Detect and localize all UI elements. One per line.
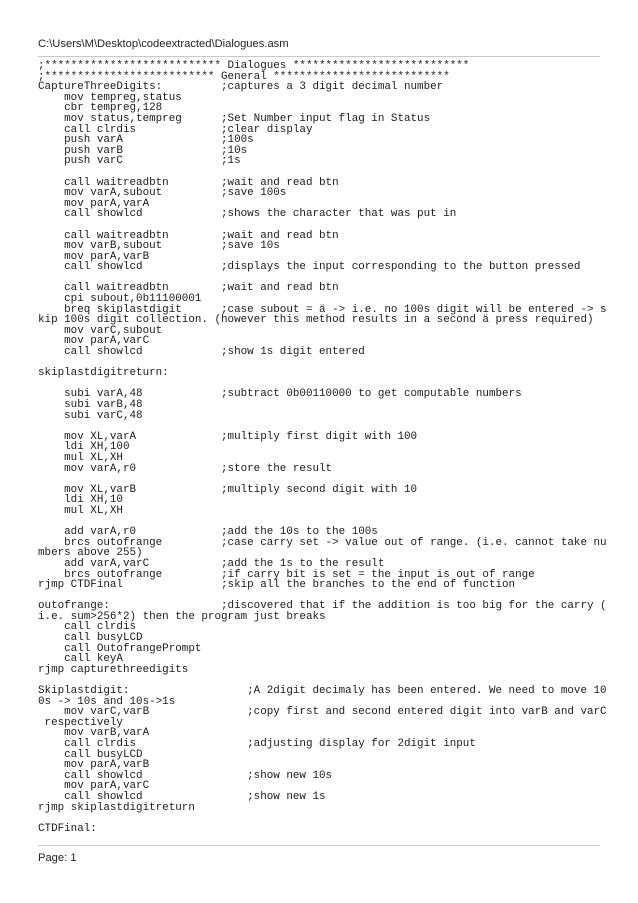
- footer-divider: [38, 845, 600, 846]
- code-line: brcs outofrange ;case carry set -> value out of range. (i.e. cannot take nu: [38, 536, 607, 549]
- code-line: brcs outofrange ;if carry bit is set = the input is out of range: [38, 568, 535, 581]
- code-line: rjmp capturethreedigits: [38, 663, 189, 676]
- code-line: mov XL,varA ;multiply first digit with 100: [38, 430, 418, 443]
- code-line: outofrange: ;discovered that if the addition is too big for the carry (: [38, 600, 607, 613]
- code-line: call waitreadbtn ;wait and read btn: [38, 229, 339, 242]
- code-line: mov varC,varB ;copy first and second entered digit into varB and varC: [38, 706, 607, 719]
- code-line: rjmp CTDFinal ;skip all the branches to the end of function: [38, 579, 516, 592]
- code-line: CTDFinal:: [38, 822, 97, 835]
- code-line: subi varC,48: [38, 409, 143, 422]
- code-line: add varA,varC ;add the 1s to the result: [38, 557, 385, 570]
- code-line: mul XL,XH: [38, 504, 123, 517]
- code-line: 0s -> 10s and 10s->1s: [38, 695, 176, 708]
- code-line: mov varA,r0 ;store the result: [38, 462, 333, 475]
- code-line: mov parA,varC: [38, 335, 150, 348]
- page-number: Page: 1: [38, 852, 77, 864]
- code-line: mov varA,subout ;save 100s: [38, 187, 287, 200]
- code-line: call waitreadbtn ;wait and read btn: [38, 176, 339, 189]
- code-line: rjmp skiplastdigitreturn: [38, 801, 195, 814]
- code-line: call clrdis ;clear display: [38, 123, 313, 136]
- code-line: cpi subout,0b11100001: [38, 293, 202, 306]
- code-line: skiplastdigitreturn:: [38, 367, 169, 380]
- code-line: mov varB,subout ;save 10s: [38, 240, 280, 253]
- code-line: call clrdis ;adjusting display for 2digit input: [38, 738, 476, 750]
- code-line: breq skiplastdigit ;case subout = ä -> i.e. no 100s digit will be entered -> s: [38, 303, 607, 316]
- code-line: ldi XH,100: [38, 441, 130, 454]
- code-line: mbers above 255): [38, 547, 143, 560]
- code-line: mov parA,varB: [38, 250, 150, 263]
- code-line: call clrdis: [38, 621, 137, 634]
- code-line: call waitreadbtn ;wait and read btn: [38, 282, 339, 295]
- code-line: mov XL,varB ;multiply second digit with 10: [38, 483, 418, 496]
- code-line: ;************************** General ***************************: [38, 70, 450, 83]
- code-line: subi varB,48: [38, 399, 143, 411]
- code-line: call keyA: [38, 653, 123, 666]
- code-line: i.e. sum>256*2) then the program just breaks: [38, 610, 326, 623]
- code-line: cbr tempreg,128: [38, 102, 163, 115]
- code-line: ldi XH,10: [38, 494, 123, 507]
- header-divider: [38, 56, 600, 57]
- code-line: call showlcd ;shows the character that was put in: [38, 208, 457, 221]
- code-line: call showlcd ;show 1s digit entered: [38, 346, 365, 359]
- code-line: respectively: [38, 716, 123, 729]
- code-line: [38, 167, 600, 178]
- code-line: [38, 813, 600, 824]
- code-line: Skiplastdigit: ;A 2digit decimaly has been entered. We need to move 10: [38, 685, 607, 698]
- code-line: add varA,r0 ;add the 10s to the 100s: [38, 526, 378, 539]
- code-line: call busyLCD: [38, 748, 143, 761]
- code-line: CaptureThreeDigits: ;captures a 3 digit decimal number: [38, 81, 444, 94]
- code-listing: [38, 60, 607, 835]
- code-line: mov parA,varB: [38, 759, 150, 772]
- code-line: mov parA,varC: [38, 780, 150, 793]
- code-line: call showlcd ;show new 1s: [38, 790, 326, 803]
- code-line: push varC ;1s: [38, 155, 241, 168]
- code-line: ;*************************** Dialogues ***************************: [38, 60, 470, 72]
- code-line: mov varC,subout: [38, 324, 163, 337]
- code-line: [38, 220, 600, 231]
- code-line: call busyLCD: [38, 632, 143, 645]
- code-line: mov status,tempreg ;Set Number input flag in Status: [38, 112, 431, 125]
- code-line: mov tempreg,status: [38, 91, 182, 104]
- code-line: mul XL,XH: [38, 451, 123, 464]
- code-line: subi varA,48 ;subtract 0b00110000 to get computable numbers: [38, 388, 522, 401]
- code-line: mov parA,varA: [38, 197, 150, 210]
- code-line: call OutofrangePrompt: [38, 642, 202, 655]
- code-line: push varA ;100s: [38, 134, 254, 147]
- code-line: mov varB,varA: [38, 727, 150, 740]
- file-path-header: C:\Users\M\Desktop\codeextracted\Dialogues.asm: [38, 38, 289, 50]
- code-line: push varB ;10s: [38, 144, 248, 157]
- code-line: call showlcd ;displays the input corresponding to the button pressed: [38, 261, 581, 274]
- code-line: kip 100s digit collection. (however this method results in a second ä press required): [38, 314, 594, 327]
- code-line: call showlcd ;show new 10s: [38, 769, 333, 782]
